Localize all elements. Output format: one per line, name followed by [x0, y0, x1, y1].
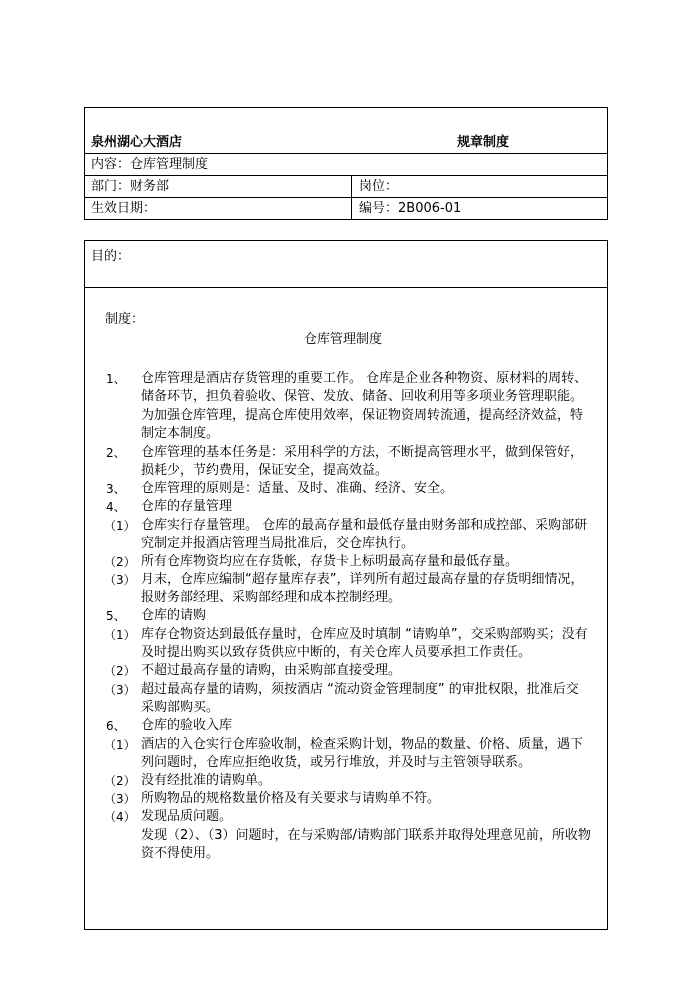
divider	[85, 197, 607, 198]
divider	[85, 287, 607, 288]
item-number: （3）	[104, 683, 136, 697]
item-text: 仓库实行存量管理。 仓库的最高存量和最低存量由财务部和成控部、采购部研究制定并报酒店管理当局批准后，交仓库执行。	[141, 518, 588, 552]
item-number: （2）	[104, 555, 136, 569]
position-field: 岗位：	[359, 179, 399, 194]
item-number: 4、	[106, 500, 126, 514]
department-field: 部门：财务部	[91, 179, 170, 194]
item-number: （1）	[104, 738, 136, 752]
content-field: 内容：仓库管理制度	[91, 157, 209, 172]
item-text: 没有经批准的请购单。	[141, 773, 272, 788]
item-text: 发现（2）、（3）问题时，在与采购部/请购部门联系并取得处理意见前，所收物资不得使用。	[141, 828, 591, 862]
item-number: 3、	[106, 482, 126, 496]
item-text: 所购物品的规格数量价格及有关要求与请购单不符。	[141, 791, 441, 806]
purpose-label: 目的：	[91, 249, 131, 264]
divider	[85, 175, 607, 176]
item-number: 6、	[106, 719, 126, 733]
item-text: 仓库管理的基本任务是：采用科学的方法，不断提高管理水平，做到保管好，损耗少，节约费用，保证安全，提高效益。	[141, 445, 584, 479]
section-heading: 仓库管理制度	[304, 332, 383, 347]
item-text: 仓库的验收入库	[141, 718, 233, 733]
item-number: （2）	[104, 664, 136, 678]
divider	[351, 175, 352, 219]
item-number: 2、	[106, 446, 126, 460]
item-number: （1）	[104, 628, 136, 642]
item-text: 发现品质问题。	[141, 809, 233, 824]
item-text: 超过最高存量的请购，须按酒店 “流动资金管理制度” 的审批权限，批准后交采购部购买。	[141, 682, 579, 716]
system-label: 制度：	[105, 312, 145, 327]
item-number: （3）	[104, 573, 136, 587]
number-field: 编号：2B006-01	[359, 201, 462, 216]
item-number: （3）	[104, 792, 136, 806]
item-text: 所有仓库物资均应在存货帐，存货卡上标明最高存量和最低存量。	[141, 554, 519, 569]
item-text: 月末，仓库应编制“超存量库存表”，详列所有超过最高存量的存货明细情况，报财务部经理、采购部经理和成本控制经理。	[141, 572, 584, 606]
item-text: 仓库的存量管理	[141, 499, 233, 514]
item-number: （1）	[104, 519, 136, 533]
item-number: （2）	[104, 774, 136, 788]
header-table	[84, 107, 608, 220]
item-number: 5、	[106, 609, 126, 623]
document-type: 规章制度	[457, 135, 510, 150]
hotel-name: 泉州湖心大酒店	[91, 135, 183, 150]
item-text: 仓库管理的原则是：适量、及时、准确、经济、安全。	[141, 481, 454, 496]
item-text: 库存仓物资达到最低存量时，仓库应及时填制 “请购单”，交采购部购买；没有及时提出购买以致存货供应中断的，有关仓库人员要承担工作责任。	[141, 627, 588, 661]
item-text: 酒店的入仓实行仓库验收制，检查采购计划，物品的数量、价格、质量，遇下列问题时，仓库应拒绝收货，或另行堆放，并及时与主管领导联系。	[141, 737, 584, 771]
item-number: 1、	[106, 372, 126, 386]
effective-date-field: 生效日期：	[91, 201, 157, 216]
divider	[85, 153, 607, 154]
item-text: 仓库的请购	[141, 608, 207, 623]
item-text: 仓库管理是酒店存货管理的重要工作。 仓库是企业各种物资、原材料的周转、储备环节，担负着验收、保管、发放、储备、回收利用等多项业务管理职能。 为加强仓库管理，提高仓库使用效率，保证物资周转流通，提高经济效益，特制定本制度。	[141, 371, 588, 441]
item-number: （4）	[104, 810, 136, 824]
item-text: 不超过最高存量的请购，由采购部直接受理。	[141, 663, 402, 678]
